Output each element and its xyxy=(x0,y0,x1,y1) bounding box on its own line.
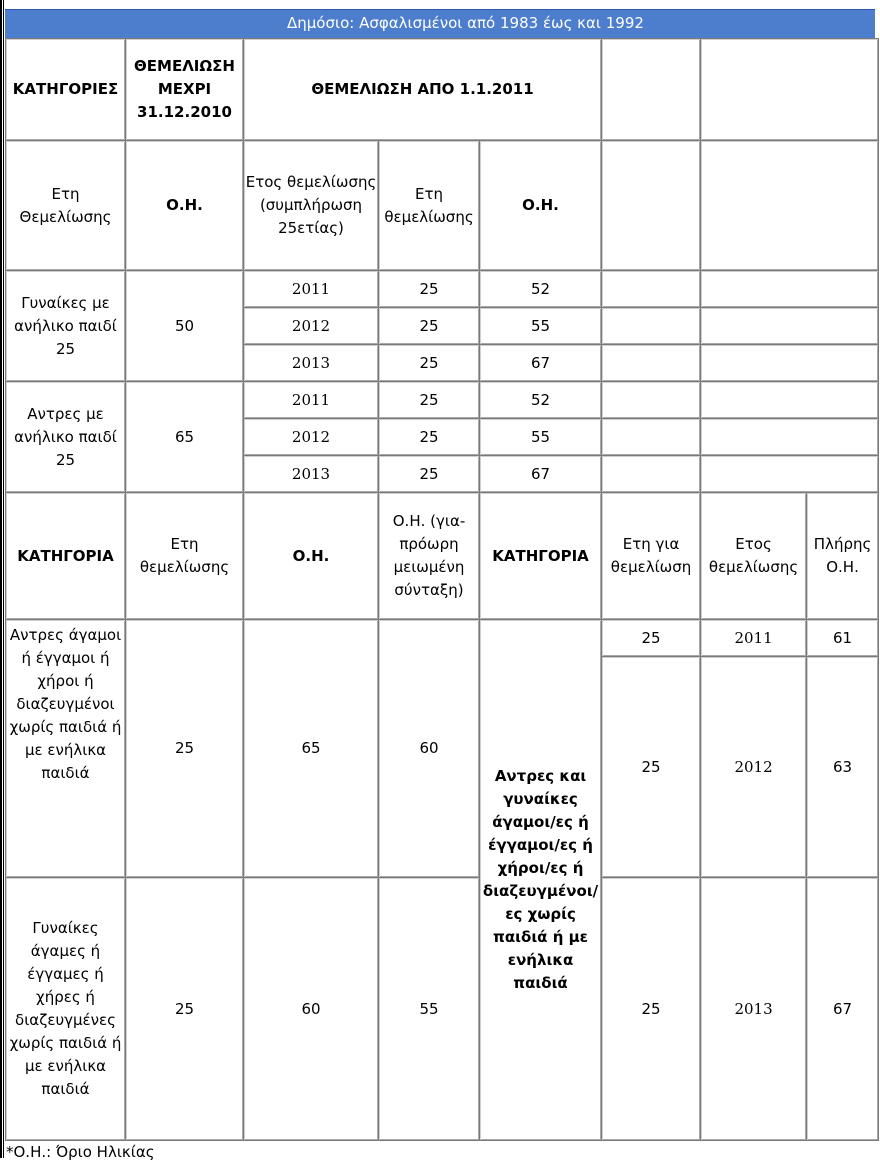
subheader-year-of-establishment: Ετος θεμελίωσης (συμπλήρωση 25ετίας) xyxy=(244,141,379,271)
subheader-row xyxy=(6,141,879,271)
header-row xyxy=(6,39,879,141)
early-age-limit-cell: 55 xyxy=(379,878,480,1141)
subheader-years-2: Ετη θεμελίωσης xyxy=(379,141,480,271)
table-row xyxy=(6,620,879,657)
header-category: ΚΑΤΗΓΟΡΙΑ xyxy=(6,493,126,620)
years-cell: 25 xyxy=(602,657,701,878)
category-men-no-children: Αντρες άγαμοι ή έγγαμοι ή χήροι ή διαζευγμένοι χωρίς παιδιά ή με ενήλικα παιδιά xyxy=(6,620,126,878)
empty-cell xyxy=(701,141,879,271)
year-cell: 2011 xyxy=(244,382,379,419)
table-row xyxy=(6,878,879,894)
empty-cell xyxy=(602,39,701,141)
year-cell: 2012 xyxy=(701,657,807,878)
empty-cell xyxy=(701,456,879,493)
years-cell: 25 xyxy=(379,456,480,493)
full-age-limit-cell: 61 xyxy=(807,620,879,657)
year-cell: 2013 xyxy=(244,456,379,493)
early-age-limit-cell: 60 xyxy=(379,620,480,878)
years-cell: 25 xyxy=(602,878,701,1141)
empty-cell xyxy=(602,456,701,493)
age-limit-cell: 55 xyxy=(480,419,602,456)
header-year-of-establishment: Ετος θεμελίωσης xyxy=(701,493,807,620)
category-men-minor-child: Αντρες με ανήλικο παιδί 25 xyxy=(6,382,126,493)
empty-cell xyxy=(701,382,879,419)
age-limit-cell: 60 xyxy=(244,878,379,1141)
years-cell: 25 xyxy=(379,419,480,456)
years-cell: 25 xyxy=(126,620,244,878)
year-cell: 2012 xyxy=(244,419,379,456)
age-limit-cell: 52 xyxy=(480,271,602,308)
full-age-limit-cell: 67 xyxy=(807,878,879,1141)
empty-cell xyxy=(602,382,701,419)
empty-cell xyxy=(602,419,701,456)
header-categories: ΚΑΤΗΓΟΡΙΕΣ xyxy=(6,39,126,141)
years-cell: 25 xyxy=(602,620,701,657)
header-years: Ετη θεμελίωσης xyxy=(126,493,244,620)
year-cell: 2013 xyxy=(701,878,807,1141)
empty-cell xyxy=(701,39,879,141)
years-cell: 25 xyxy=(379,382,480,419)
table-row xyxy=(6,382,879,419)
category-women-minor-child: Γυναίκες με ανήλικο παιδί 25 xyxy=(6,271,126,382)
empty-cell xyxy=(701,345,879,382)
empty-cell xyxy=(602,308,701,345)
banner-title: Δημόσιο: Ασφαλισμένοι από 1983 έως και 1992 xyxy=(287,14,644,32)
header-years-for-establishment: Ετη για θεμελίωση xyxy=(602,493,701,620)
table-banner xyxy=(5,9,875,39)
empty-cell xyxy=(602,141,701,271)
category-men-women-no-children: Αντρες και γυναίκες άγαμοι/ες ή έγγαμοι/ες ή χήροι/ες ή διαζευγμένοι/ες χωρίς παιδιά ή με ενήλικα παιδιά xyxy=(480,620,602,1141)
header-row-2 xyxy=(6,493,879,620)
header-age-limit: Ο.Η. xyxy=(244,493,379,620)
empty-cell xyxy=(602,271,701,308)
pension-age-table xyxy=(5,38,879,1141)
age-limit-cell: 67 xyxy=(480,456,602,493)
subheader-age-limit: Ο.Η. xyxy=(126,141,244,271)
header-early-age-limit: Ο.Η. (για-πρόωρη μειωμένη σύνταξη) xyxy=(379,493,480,620)
age-limit-cell: 52 xyxy=(480,382,602,419)
years-cell: 25 xyxy=(379,271,480,308)
header-full-age-limit: Πλήρης Ο.Η. xyxy=(807,493,879,620)
year-cell: 2013 xyxy=(244,345,379,382)
header-until-2010: ΘΕΜΕΛΙΩΣΗ ΜΕΧΡΙ 31.12.2010 xyxy=(126,39,244,141)
header-category-2: ΚΑΤΗΓΟΡΙΑ xyxy=(480,493,602,620)
empty-cell xyxy=(602,345,701,382)
empty-cell xyxy=(701,271,879,308)
category-women-no-children: Γυναίκες άγαμες ή έγγαμες ή χήρες ή διαζευγμένες χωρίς παιδιά ή με ενήλικα παιδιά xyxy=(6,878,126,1141)
year-cell: 2012 xyxy=(244,308,379,345)
left-border xyxy=(0,0,4,1158)
subheader-age-limit-2: Ο.Η. xyxy=(480,141,602,271)
table-row xyxy=(6,271,879,308)
age-limit-cell: 67 xyxy=(480,345,602,382)
empty-cell xyxy=(701,419,879,456)
footnote: *Ο.Η.: Όριο Ηλικίας xyxy=(6,1143,155,1161)
age-limit-cell: 65 xyxy=(126,382,244,493)
age-limit-cell: 65 xyxy=(244,620,379,878)
years-cell: 25 xyxy=(379,345,480,382)
subheader-years: Ετη Θεμελίωσης xyxy=(6,141,126,271)
full-age-limit-cell: 63 xyxy=(807,657,879,878)
age-limit-cell: 55 xyxy=(480,308,602,345)
years-cell: 25 xyxy=(126,878,244,1141)
years-cell: 25 xyxy=(379,308,480,345)
empty-cell xyxy=(701,308,879,345)
year-cell: 2011 xyxy=(701,620,807,657)
header-from-2011: ΘΕΜΕΛΙΩΣΗ ΑΠΟ 1.1.2011 xyxy=(244,39,602,141)
age-limit-cell: 50 xyxy=(126,271,244,382)
year-cell: 2011 xyxy=(244,271,379,308)
